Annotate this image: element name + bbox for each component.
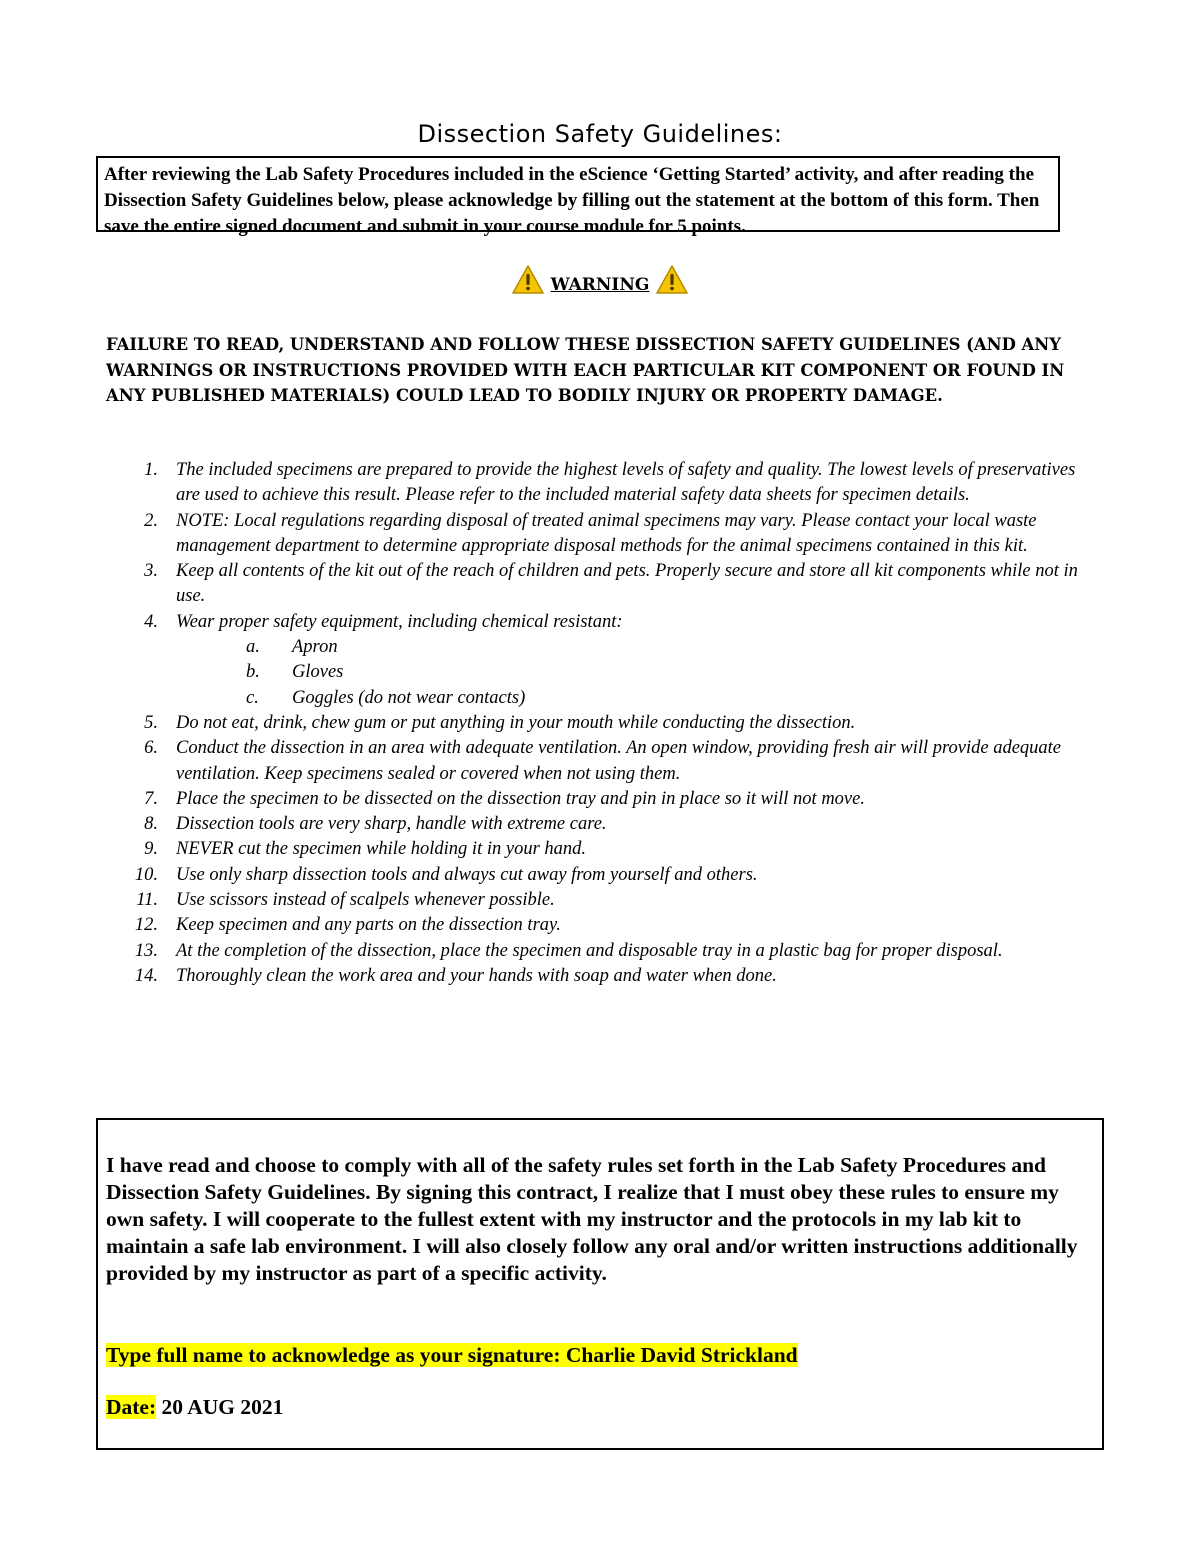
warning-triangle-icon bbox=[511, 264, 545, 296]
date-field[interactable]: 20 AUG 2021 bbox=[161, 1395, 284, 1419]
list-item: 8. Dissection tools are very sharp, handle with extreme care. bbox=[144, 814, 607, 835]
list-item: 13. At the completion of the dissection, place the specimen and disposable tray in a plastic bag for proper disposal. bbox=[134, 940, 1003, 961]
sub-list-item: c. Goggles (do not wear contacts) bbox=[246, 687, 526, 708]
list-item: 9. NEVER cut the specimen while holding it in your hand. bbox=[144, 839, 587, 860]
acknowledgement-statement: I have read and choose to comply with all of the safety rules set forth in the Lab Safety Procedures and Dissection Safety Guidelines. By signing this contract, I realize that I must obey these rules to ensure my own safety. I will cooperate to the fullest extent with my instructor and the protocols in my lab kit to maintain a safe lab environment. I will also closely follow any oral and/or written instructions additionally provided by my instructor as part of a specific activity. bbox=[106, 1153, 1078, 1285]
sub-list-item: a. Apron bbox=[246, 637, 338, 658]
page-title: Dissection Safety Guidelines: bbox=[417, 120, 783, 148]
signature-field[interactable]: Charlie David Strickland bbox=[565, 1343, 798, 1367]
list-item: 3. Keep all contents of the kit out of the reach of children and pets. Properly secure and store all kit components while not in use. bbox=[144, 561, 1078, 607]
list-item: 10. Use only sharp dissection tools and always cut away from yourself and others. bbox=[134, 864, 758, 885]
warning-triangle-icon bbox=[655, 264, 689, 296]
list-item: 4. Wear proper safety equipment, including chemical resistant: a. Apron b. Gloves c. Goggles (do not wear contacts) bbox=[130, 610, 1090, 711]
list-item: 12. Keep specimen and any parts on the dissection tray. bbox=[134, 915, 561, 936]
safety-rules-list bbox=[130, 458, 1090, 989]
equipment-sublist bbox=[176, 635, 1090, 711]
warning-text: FAILURE TO READ, UNDERSTAND AND FOLLOW THESE DISSECTION SAFETY GUIDELINES (AND ANY WARNINGS OR INSTRUCTIONS PROVIDED WITH EACH PARTICULAR KIT COMPONENT OR FOUND IN ANY PUBLISHED MATERIALS) COULD LEAD TO BODILY INJURY OR PROPERTY DAMAGE. bbox=[106, 335, 1065, 405]
acknowledgement-box bbox=[96, 1118, 1104, 1450]
list-item: 1. The included specimens are prepared to provide the highest levels of safety and quality. The lowest levels of preservatives are used to achieve this result. Please refer to the included material safety data sheets for specimen details. bbox=[144, 460, 1076, 506]
intro-box: After reviewing the Lab Safety Procedures included in the eScience ‘Getting Started’ activity, and after reading the Dissection Safety Guidelines below, please acknowledge by filling out the statement at the bottom of this form. Then save the entire signed document and submit in your course module for 5 points. bbox=[96, 156, 1060, 232]
signature-line bbox=[106, 1342, 798, 1369]
list-item: 11. Use scissors instead of scalpels whenever possible. bbox=[136, 890, 555, 911]
list-item: 2. NOTE: Local regulations regarding disposal of treated animal specimens may vary. Please contact your local waste management department to determine appropriate disposal methods for the animal specimens contained in this kit. bbox=[144, 510, 1037, 556]
warning-heading bbox=[0, 264, 1200, 296]
signature-label: Type full name to acknowledge as your signature: bbox=[106, 1343, 561, 1367]
list-item: 7. Place the specimen to be dissected on the dissection tray and pin in place so it will not move. bbox=[144, 788, 865, 809]
date-line bbox=[106, 1394, 283, 1421]
list-item: 14. Thoroughly clean the work area and your hands with soap and water when done. bbox=[134, 965, 777, 986]
warning-label: WARNING bbox=[550, 275, 650, 295]
date-label: Date: bbox=[106, 1395, 157, 1419]
sub-list-item: b. Gloves bbox=[246, 662, 344, 683]
list-item: 5. Do not eat, drink, chew gum or put anything in your mouth while conducting the dissection. bbox=[144, 712, 856, 733]
list-item: 6. Conduct the dissection in an area with adequate ventilation. An open window, providing fresh air will provide adequate ventilation. Keep specimens sealed or covered when not using them. bbox=[144, 738, 1062, 784]
